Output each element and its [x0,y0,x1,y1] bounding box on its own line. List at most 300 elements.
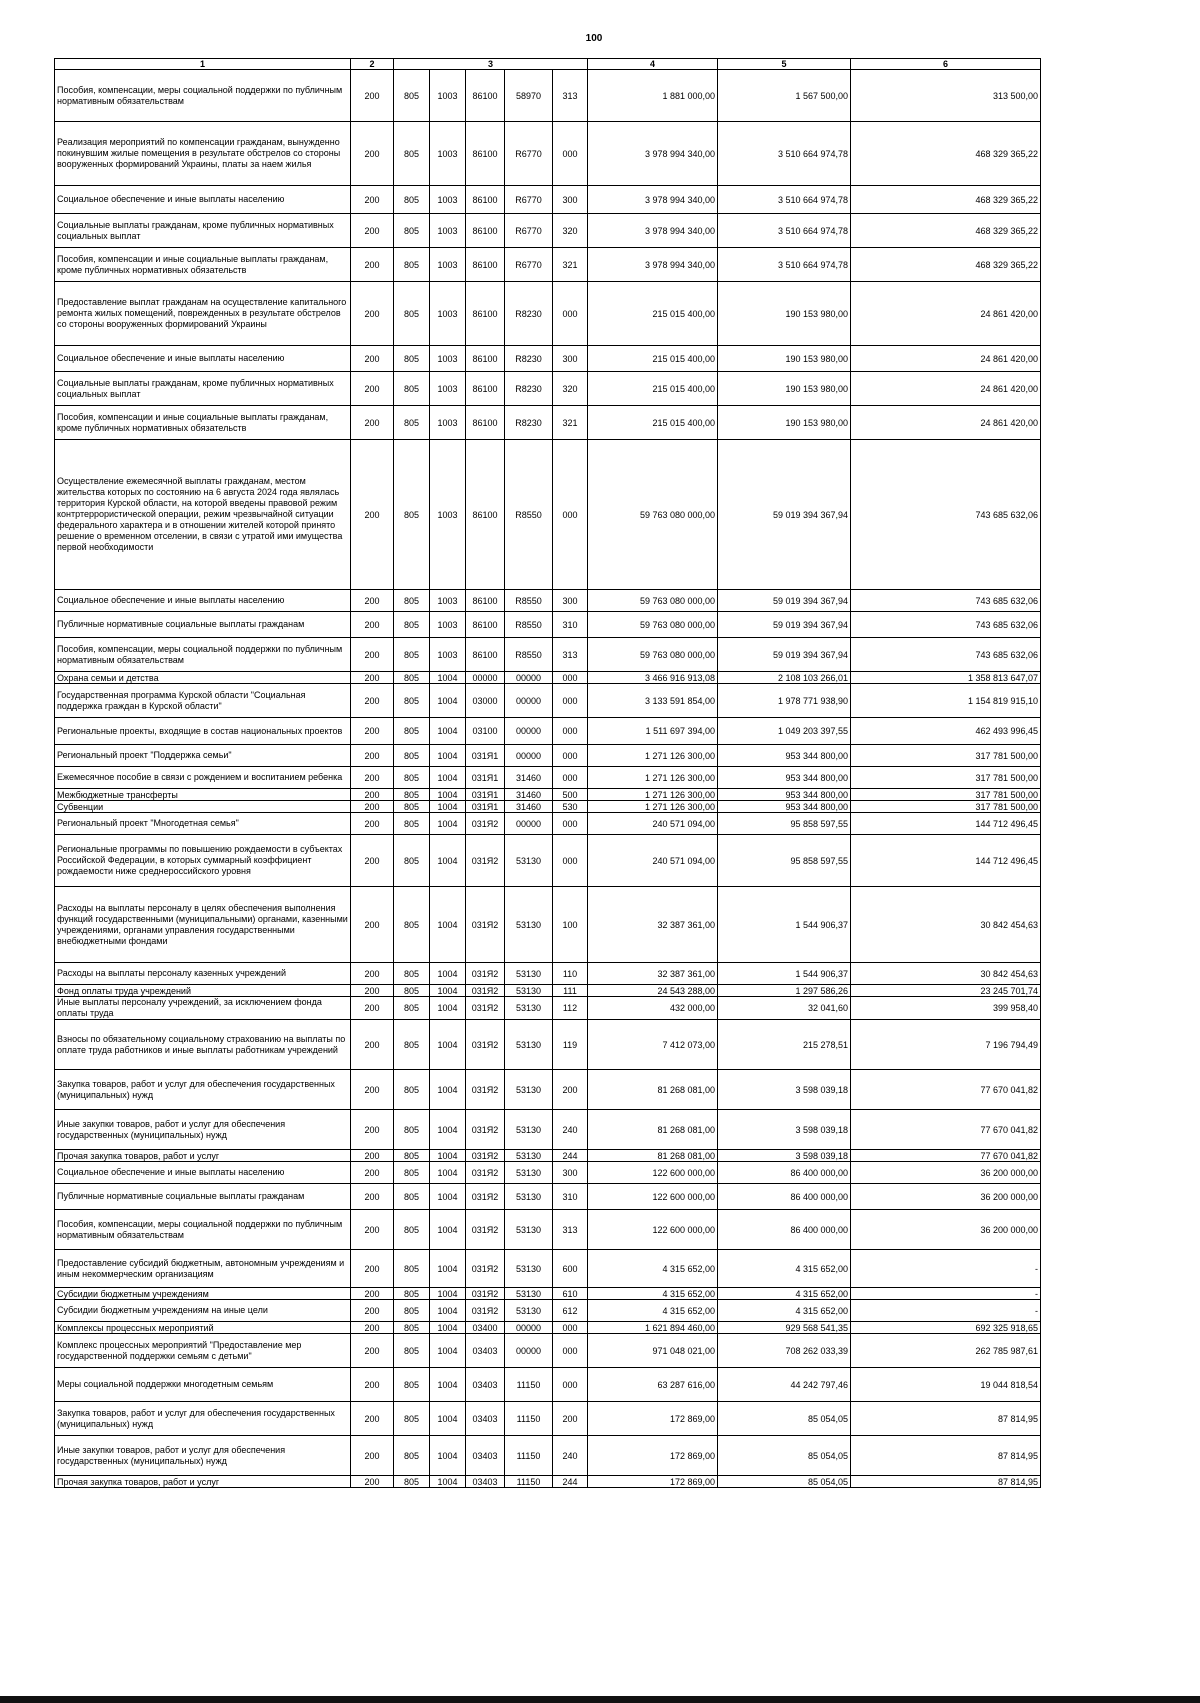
value-col-6: 24 861 420,00 [851,406,1041,440]
value-col-4: 1 621 894 460,00 [588,1322,718,1334]
table-row [55,122,1041,186]
col2-code: 200 [351,346,394,372]
col2-code: 200 [351,887,394,963]
col2-code: 200 [351,1436,394,1476]
table-row [55,745,1041,767]
admin-code: 805 [394,1162,430,1184]
value-col-6: 87 814,95 [851,1402,1041,1436]
target-code: 00000 [505,1322,553,1334]
expense-type-code: 240 [553,1110,588,1150]
col2-code: 200 [351,590,394,612]
program-code: 86100 [466,612,505,638]
target-code: 31460 [505,789,553,801]
program-code: 031Я2 [466,1288,505,1300]
table-row [55,590,1041,612]
section-code: 1004 [430,745,466,767]
col2-code: 200 [351,745,394,767]
target-code: 11150 [505,1368,553,1402]
expense-type-code: 000 [553,684,588,718]
value-col-4: 59 763 080 000,00 [588,590,718,612]
table-row [55,186,1041,214]
admin-code: 805 [394,789,430,801]
col2-code: 200 [351,1210,394,1250]
program-code: 031Я1 [466,789,505,801]
value-col-4: 4 315 652,00 [588,1288,718,1300]
section-code: 1004 [430,1162,466,1184]
expense-type-code: 320 [553,372,588,406]
value-col-6: 23 245 701,74 [851,985,1041,997]
expense-type-code: 313 [553,1210,588,1250]
expense-type-code: 244 [553,1476,588,1488]
value-col-4: 32 387 361,00 [588,963,718,985]
value-col-6: - [851,1288,1041,1300]
value-col-4: 172 869,00 [588,1436,718,1476]
value-col-6: 468 329 365,22 [851,122,1041,186]
value-col-6: 1 358 813 647,07 [851,672,1041,684]
admin-code: 805 [394,1110,430,1150]
program-code: 86100 [466,282,505,346]
section-code: 1004 [430,1402,466,1436]
expense-type-code: 600 [553,1250,588,1288]
value-col-4: 1 511 697 394,00 [588,718,718,745]
program-code: 86100 [466,406,505,440]
admin-code: 805 [394,406,430,440]
admin-code: 805 [394,282,430,346]
program-code: 03400 [466,1322,505,1334]
value-col-5: 708 262 033,39 [718,1334,851,1368]
section-code: 1004 [430,1210,466,1250]
col2-code: 200 [351,813,394,835]
header-col-2: 2 [351,59,394,70]
row-name: Социальные выплаты гражданам, кроме публичных нормативных социальных выплат [55,372,351,406]
expense-type-code: 300 [553,590,588,612]
program-code: 031Я2 [466,835,505,887]
admin-code: 805 [394,835,430,887]
value-col-5: 4 315 652,00 [718,1288,851,1300]
admin-code: 805 [394,684,430,718]
target-code: 00000 [505,684,553,718]
value-col-6: 468 329 365,22 [851,248,1041,282]
col2-code: 200 [351,70,394,122]
section-code: 1003 [430,346,466,372]
col2-code: 200 [351,1184,394,1210]
value-col-5: 32 041,60 [718,997,851,1020]
program-code: 031Я1 [466,767,505,789]
value-col-6: 399 958,40 [851,997,1041,1020]
program-code: 03000 [466,684,505,718]
value-col-5: 929 568 541,35 [718,1322,851,1334]
section-code: 1004 [430,718,466,745]
row-name: Иные закупки товаров, работ и услуг для обеспечения государственных (муниципальных) нужд [55,1110,351,1150]
program-code: 031Я1 [466,745,505,767]
table-row [55,638,1041,672]
table-row [55,440,1041,590]
row-name: Расходы на выплаты персоналу казенных учреждений [55,963,351,985]
value-col-5: 1 049 203 397,55 [718,718,851,745]
row-name: Региональный проект "Поддержка семьи" [55,745,351,767]
table-row [55,1150,1041,1162]
target-code: 00000 [505,1334,553,1368]
section-code: 1003 [430,406,466,440]
target-code: 00000 [505,672,553,684]
program-code: 86100 [466,186,505,214]
target-code: 00000 [505,718,553,745]
value-col-5: 85 054,05 [718,1476,851,1488]
section-code: 1004 [430,997,466,1020]
col2-code: 200 [351,997,394,1020]
value-col-5: 59 019 394 367,94 [718,638,851,672]
value-col-4: 7 412 073,00 [588,1020,718,1070]
value-col-4: 172 869,00 [588,1402,718,1436]
expense-type-code: 240 [553,1436,588,1476]
table-row [55,997,1041,1020]
program-code: 86100 [466,248,505,282]
value-col-4: 971 048 021,00 [588,1334,718,1368]
value-col-4: 1 881 000,00 [588,70,718,122]
value-col-6: 36 200 000,00 [851,1162,1041,1184]
program-code: 031Я2 [466,1162,505,1184]
value-col-5: 190 153 980,00 [718,406,851,440]
col2-code: 200 [351,1070,394,1110]
expense-type-code: 200 [553,1070,588,1110]
value-col-5: 95 858 597,55 [718,813,851,835]
value-col-5: 85 054,05 [718,1402,851,1436]
target-code: 11150 [505,1476,553,1488]
value-col-4: 215 015 400,00 [588,282,718,346]
program-code: 03403 [466,1436,505,1476]
admin-code: 805 [394,1436,430,1476]
row-name: Расходы на выплаты персоналу в целях обеспечения выполнения функций государственными (муниципальными) органами, казенными учреждениями, органами управления государственными внебюджетными фондами [55,887,351,963]
table-row [55,1162,1041,1184]
row-name: Прочая закупка товаров, работ и услуг [55,1476,351,1488]
table-row [55,1210,1041,1250]
expense-type-code: 119 [553,1020,588,1070]
target-code: 31460 [505,801,553,813]
target-code: 53130 [505,1184,553,1210]
program-code: 86100 [466,440,505,590]
admin-code: 805 [394,1150,430,1162]
expense-type-code: 321 [553,248,588,282]
row-name: Региональный проект "Многодетная семья" [55,813,351,835]
expense-type-code: 530 [553,801,588,813]
value-col-4: 215 015 400,00 [588,346,718,372]
row-name: Региональные программы по повышению рождаемости в субъектах Российской Федерации, в которых суммарный коэффициент рождаемости ниже среднероссийского уровня [55,835,351,887]
value-col-6: 24 861 420,00 [851,346,1041,372]
admin-code: 805 [394,186,430,214]
section-code: 1004 [430,1288,466,1300]
admin-code: 805 [394,1210,430,1250]
admin-code: 805 [394,1300,430,1322]
target-code: 53130 [505,1110,553,1150]
value-col-5: 86 400 000,00 [718,1184,851,1210]
row-name: Предоставление выплат гражданам на осуществление капитального ремонта жилых помещений, поврежденных в результате обстрелов со стороны вооруженных формирований Украины [55,282,351,346]
value-col-5: 1 978 771 938,90 [718,684,851,718]
target-code: 53130 [505,997,553,1020]
col2-code: 200 [351,1334,394,1368]
value-col-4: 3 466 916 913,08 [588,672,718,684]
header-col-6: 6 [851,59,1041,70]
table-row [55,767,1041,789]
section-code: 1003 [430,186,466,214]
col2-code: 200 [351,1150,394,1162]
col2-code: 200 [351,372,394,406]
row-name: Социальное обеспечение и иные выплаты населению [55,1162,351,1184]
col2-code: 200 [351,1322,394,1334]
expense-type-code: 000 [553,1368,588,1402]
table-row [55,1334,1041,1368]
row-name: Осуществление ежемесячной выплаты гражданам, местом жительства которых по состоянию на 6 августа 2024 года являлась территория Курской области, на которой введены правовой режим контртеррористической операции, режим чрезвычайной ситуации федерального характера и в отношении жителей которой принято решение о временном отселении, в связи с утратой ими имущества первой необходимости [55,440,351,590]
col2-code: 200 [351,186,394,214]
table-row [55,1322,1041,1334]
value-col-4: 240 571 094,00 [588,813,718,835]
target-code: 53130 [505,887,553,963]
admin-code: 805 [394,1288,430,1300]
section-code: 1003 [430,612,466,638]
section-code: 1003 [430,248,466,282]
row-name: Комплекс процессных мероприятий "Предоставление мер государственной поддержки семьям с детьми" [55,1334,351,1368]
value-col-5: 86 400 000,00 [718,1162,851,1184]
expense-type-code: 000 [553,745,588,767]
target-code: R8550 [505,638,553,672]
section-code: 1004 [430,963,466,985]
target-code: 53130 [505,835,553,887]
value-col-5: 4 315 652,00 [718,1300,851,1322]
col2-code: 200 [351,1402,394,1436]
program-code: 03100 [466,718,505,745]
table-row [55,887,1041,963]
target-code: 53130 [505,1250,553,1288]
section-code: 1004 [430,1368,466,1402]
row-name: Прочая закупка товаров, работ и услуг [55,1150,351,1162]
program-code: 031Я2 [466,1020,505,1070]
expense-type-code: 100 [553,887,588,963]
row-name: Предоставление субсидий бюджетным, автономным учреждениям и иным некоммерческим организациям [55,1250,351,1288]
value-col-6: 77 670 041,82 [851,1110,1041,1150]
section-code: 1004 [430,1322,466,1334]
col2-code: 200 [351,1368,394,1402]
value-col-5: 85 054,05 [718,1436,851,1476]
program-code: 03403 [466,1334,505,1368]
table-row [55,1070,1041,1110]
target-code: 53130 [505,1070,553,1110]
program-code: 031Я2 [466,1184,505,1210]
value-col-6: 144 712 496,45 [851,813,1041,835]
value-col-4: 3 978 994 340,00 [588,122,718,186]
row-name: Государственная программа Курской области "Социальная поддержка граждан в Курской области" [55,684,351,718]
admin-code: 805 [394,1250,430,1288]
row-name: Социальное обеспечение и иные выплаты населению [55,186,351,214]
admin-code: 805 [394,813,430,835]
value-col-5: 3 598 039,18 [718,1070,851,1110]
table-row [55,1436,1041,1476]
admin-code: 805 [394,122,430,186]
admin-code: 805 [394,1402,430,1436]
col2-code: 200 [351,767,394,789]
value-col-5: 59 019 394 367,94 [718,612,851,638]
col2-code: 200 [351,801,394,813]
section-code: 1004 [430,1020,466,1070]
scan-edge [0,1696,1200,1703]
section-code: 1004 [430,1300,466,1322]
table-row [55,718,1041,745]
expense-type-code: 110 [553,963,588,985]
row-name: Реализация мероприятий по компенсации гражданам, вынужденно покинувшим жилые помещения в результате обстрелов со стороны вооруженных формирований Украины, платы за наем жилья [55,122,351,186]
admin-code: 805 [394,612,430,638]
row-name: Межбюджетные трансферты [55,789,351,801]
row-name: Ежемесячное пособие в связи с рождением и воспитанием ребенка [55,767,351,789]
table-row [55,282,1041,346]
value-col-6: 743 685 632,06 [851,612,1041,638]
value-col-6: 87 814,95 [851,1436,1041,1476]
value-col-4: 24 543 288,00 [588,985,718,997]
target-code: 58970 [505,70,553,122]
section-code: 1003 [430,122,466,186]
admin-code: 805 [394,767,430,789]
section-code: 1004 [430,684,466,718]
admin-code: 805 [394,590,430,612]
row-name: Комплексы процессных мероприятий [55,1322,351,1334]
row-name: Фонд оплаты труда учреждений [55,985,351,997]
budget-table [54,58,1041,1488]
value-col-6: 30 842 454,63 [851,963,1041,985]
section-code: 1004 [430,1476,466,1488]
target-code: R6770 [505,186,553,214]
program-code: 031Я2 [466,1110,505,1150]
target-code: 53130 [505,1162,553,1184]
table-row [55,985,1041,997]
target-code: 53130 [505,1150,553,1162]
admin-code: 805 [394,70,430,122]
value-col-5: 44 242 797,46 [718,1368,851,1402]
admin-code: 805 [394,801,430,813]
program-code: 031Я2 [466,963,505,985]
col2-code: 200 [351,1300,394,1322]
value-col-5: 4 315 652,00 [718,1250,851,1288]
value-col-6: 1 154 819 915,10 [851,684,1041,718]
target-code: R6770 [505,248,553,282]
row-name: Закупка товаров, работ и услуг для обеспечения государственных (муниципальных) нужд [55,1070,351,1110]
value-col-6: 743 685 632,06 [851,440,1041,590]
col2-code: 200 [351,1476,394,1488]
program-code: 86100 [466,122,505,186]
expense-type-code: 000 [553,835,588,887]
value-col-4: 1 271 126 300,00 [588,801,718,813]
value-col-4: 59 763 080 000,00 [588,638,718,672]
program-code: 86100 [466,70,505,122]
table-row [55,1368,1041,1402]
value-col-6: 317 781 500,00 [851,789,1041,801]
value-col-4: 81 268 081,00 [588,1110,718,1150]
target-code: 00000 [505,813,553,835]
col2-code: 200 [351,1110,394,1150]
value-col-4: 59 763 080 000,00 [588,440,718,590]
table-row [55,1288,1041,1300]
value-col-5: 1 544 906,37 [718,887,851,963]
value-col-5: 3 510 664 974,78 [718,186,851,214]
table-row [55,372,1041,406]
program-code: 031Я2 [466,1250,505,1288]
admin-code: 805 [394,1020,430,1070]
value-col-5: 190 153 980,00 [718,282,851,346]
col2-code: 200 [351,612,394,638]
section-code: 1004 [430,1436,466,1476]
table-row [55,406,1041,440]
table-row [55,684,1041,718]
table-row [55,1184,1041,1210]
table-row [55,835,1041,887]
col2-code: 200 [351,835,394,887]
col2-code: 200 [351,406,394,440]
expense-type-code: 000 [553,767,588,789]
value-col-4: 3 133 591 854,00 [588,684,718,718]
col2-code: 200 [351,963,394,985]
col2-code: 200 [351,1020,394,1070]
expense-type-code: 000 [553,718,588,745]
value-col-6: 24 861 420,00 [851,372,1041,406]
admin-code: 805 [394,1184,430,1210]
admin-code: 805 [394,346,430,372]
section-code: 1003 [430,70,466,122]
target-code: R6770 [505,122,553,186]
page-number: 100 [585,33,603,44]
program-code: 031Я2 [466,985,505,997]
col2-code: 200 [351,214,394,248]
row-name: Социальное обеспечение и иные выплаты населению [55,590,351,612]
value-col-4: 122 600 000,00 [588,1210,718,1250]
section-code: 1004 [430,1150,466,1162]
value-col-5: 95 858 597,55 [718,835,851,887]
table-row [55,789,1041,801]
table-row [55,963,1041,985]
value-col-6: 468 329 365,22 [851,186,1041,214]
admin-code: 805 [394,1070,430,1110]
col2-code: 200 [351,684,394,718]
admin-code: 805 [394,745,430,767]
header-col-4: 4 [588,59,718,70]
value-col-4: 1 271 126 300,00 [588,789,718,801]
table-row [55,612,1041,638]
col2-code: 200 [351,282,394,346]
value-col-4: 122 600 000,00 [588,1162,718,1184]
admin-code: 805 [394,1476,430,1488]
section-code: 1003 [430,440,466,590]
row-name: Социальные выплаты гражданам, кроме публичных нормативных социальных выплат [55,214,351,248]
table-row [55,1402,1041,1436]
value-col-4: 3 978 994 340,00 [588,214,718,248]
value-col-6: 77 670 041,82 [851,1150,1041,1162]
value-col-4: 32 387 361,00 [588,887,718,963]
section-code: 1004 [430,1250,466,1288]
row-name: Охрана семьи и детства [55,672,351,684]
table-row [55,1110,1041,1150]
header-col-5: 5 [718,59,851,70]
section-code: 1004 [430,835,466,887]
target-code: 31460 [505,767,553,789]
expense-type-code: 111 [553,985,588,997]
value-col-5: 215 278,51 [718,1020,851,1070]
expense-type-code: 320 [553,214,588,248]
target-code: R8550 [505,590,553,612]
row-name: Пособия, компенсации, меры социальной поддержки по публичным нормативным обязательствам [55,70,351,122]
value-col-5: 59 019 394 367,94 [718,440,851,590]
header-row [55,59,1041,70]
admin-code: 805 [394,985,430,997]
row-name: Социальное обеспечение и иные выплаты населению [55,346,351,372]
value-col-5: 2 108 103 266,01 [718,672,851,684]
table-row [55,1300,1041,1322]
expense-type-code: 000 [553,813,588,835]
value-col-4: 81 268 081,00 [588,1150,718,1162]
